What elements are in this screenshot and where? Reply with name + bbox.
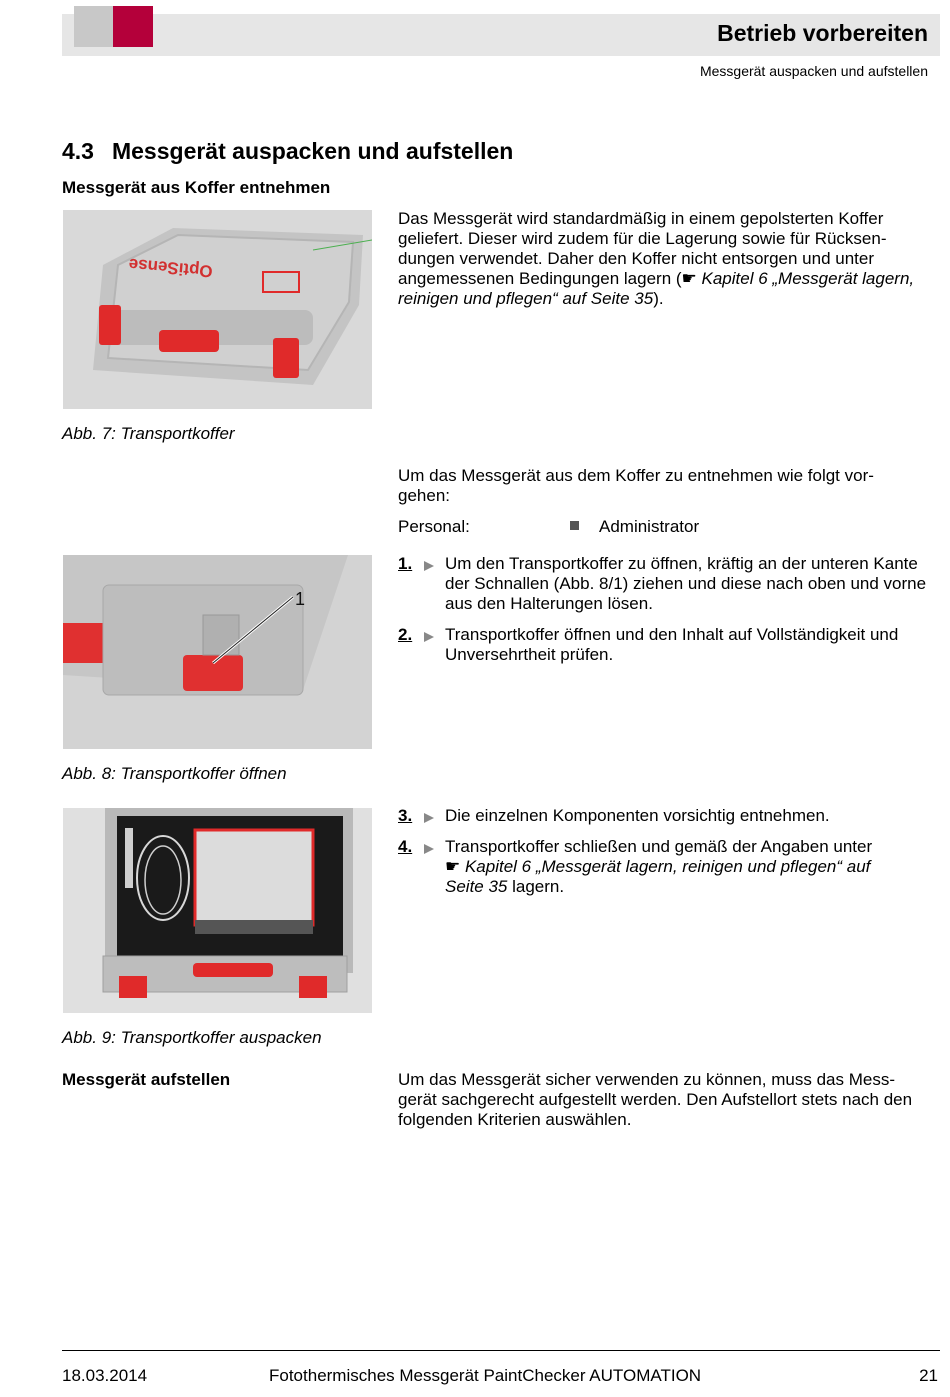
- triangle-arrow-icon: [423, 631, 435, 643]
- section-title: [62, 138, 513, 165]
- intro-paragraph-text: Das Messgerät wird standardmäßig in einem gepolsterten Koffer geliefert. Dieser wird zudem für die Lagerung sowie für Rücksen-dungen verwendet. Daher den Koffer nicht entsorgen und unter angemessenen Bedingungen lagern (: [398, 209, 887, 288]
- step-number-1: 1.: [398, 554, 413, 573]
- unpacked-case-illustration: [63, 808, 372, 1013]
- transport-case-illustration: [63, 210, 372, 409]
- figure-unpacked-case: [63, 808, 372, 1013]
- chapter-link[interactable]: Kapitel 6 „Messgerät lagern, reinigen und pflegen“ auf Seite 35: [398, 269, 915, 308]
- step-text-2: Transportkoffer öffnen und den Inhalt auf Vollständigkeit und Unversehrtheit prüfen.: [445, 625, 899, 664]
- figure-caption-9: Abb. 9: Transportkoffer auspacken: [62, 1028, 322, 1047]
- case-brand-text: OptiSense: [127, 254, 214, 281]
- personal-label: Personal:: [398, 517, 470, 536]
- section-title-text: Messgerät auspacken und aufstellen: [111, 138, 514, 164]
- subsection-heading-setup: Messgerät aufstellen: [62, 1070, 231, 1089]
- square-bullet-icon: [570, 521, 579, 530]
- footer-document-title: Fotothermisches Messgerät PaintChecker AUTOMATION: [269, 1366, 702, 1385]
- step-number-3: 3.: [398, 806, 413, 825]
- triangle-arrow-icon: [423, 812, 435, 824]
- intro-paragraph: [398, 209, 933, 309]
- figure-caption-7: Abb. 7: Transportkoffer: [62, 424, 235, 443]
- subsection-heading-remove: Messgerät aus Koffer entnehmen: [62, 178, 331, 197]
- step-4-text-before: Transportkoffer schließen und gemäß der Angaben unter: [445, 837, 873, 856]
- pointing-hand-icon: ☛: [445, 857, 465, 876]
- header-logo-red-block: [113, 6, 153, 47]
- step-number-2: 2.: [398, 625, 413, 644]
- step-4-text-after: lagern.: [512, 877, 565, 896]
- header-title: Betrieb vorbereiten: [717, 20, 928, 46]
- setup-paragraph: Um das Messgerät sicher verwenden zu können, muss das Mess-gerät sachgerecht aufgestellt werden. Den Aufstellort stets nach den folgenden Kriterien auswählen.: [398, 1070, 913, 1129]
- procedure-intro: Um das Messgerät aus dem Koffer zu entnehmen wie folgt vor-gehen:: [398, 466, 874, 505]
- callout-number: 1: [295, 589, 306, 609]
- step-text-4: [445, 837, 905, 897]
- pointing-hand-icon: ☛: [681, 269, 702, 288]
- intro-paragraph-end: ).: [653, 289, 664, 308]
- figure-open-case: [63, 555, 372, 749]
- figure-caption-8: Abb. 8: Transportkoffer öffnen: [62, 764, 287, 783]
- step-text-3: Die einzelnen Komponenten vorsichtig entnehmen.: [445, 806, 830, 825]
- header-logo-gray-block: [74, 6, 113, 47]
- section-number: 4.3: [62, 138, 94, 164]
- triangle-arrow-icon: [423, 560, 435, 572]
- personal-value: Administrator: [599, 517, 700, 536]
- step-text-1: Um den Transportkoffer zu öffnen, kräftig an der unteren Kante der Schnallen (Abb. 8/1) ziehen und diese nach oben und vorne aus den Halterungen lösen.: [445, 554, 927, 613]
- footer-date: 18.03.2014: [62, 1366, 148, 1385]
- header-subtitle: Messgerät auspacken und aufstellen: [699, 63, 928, 79]
- footer-page-number: 21: [919, 1366, 938, 1385]
- figure-transport-case: [63, 210, 372, 409]
- open-case-illustration: [63, 555, 372, 749]
- footer-rule: [62, 1350, 940, 1351]
- step-number-4: 4.: [398, 837, 413, 856]
- triangle-arrow-icon: [423, 843, 435, 855]
- chapter-link-step-4[interactable]: Kapitel 6 „Messgerät lagern, reinigen und pflegen“ auf Seite 35: [445, 857, 871, 896]
